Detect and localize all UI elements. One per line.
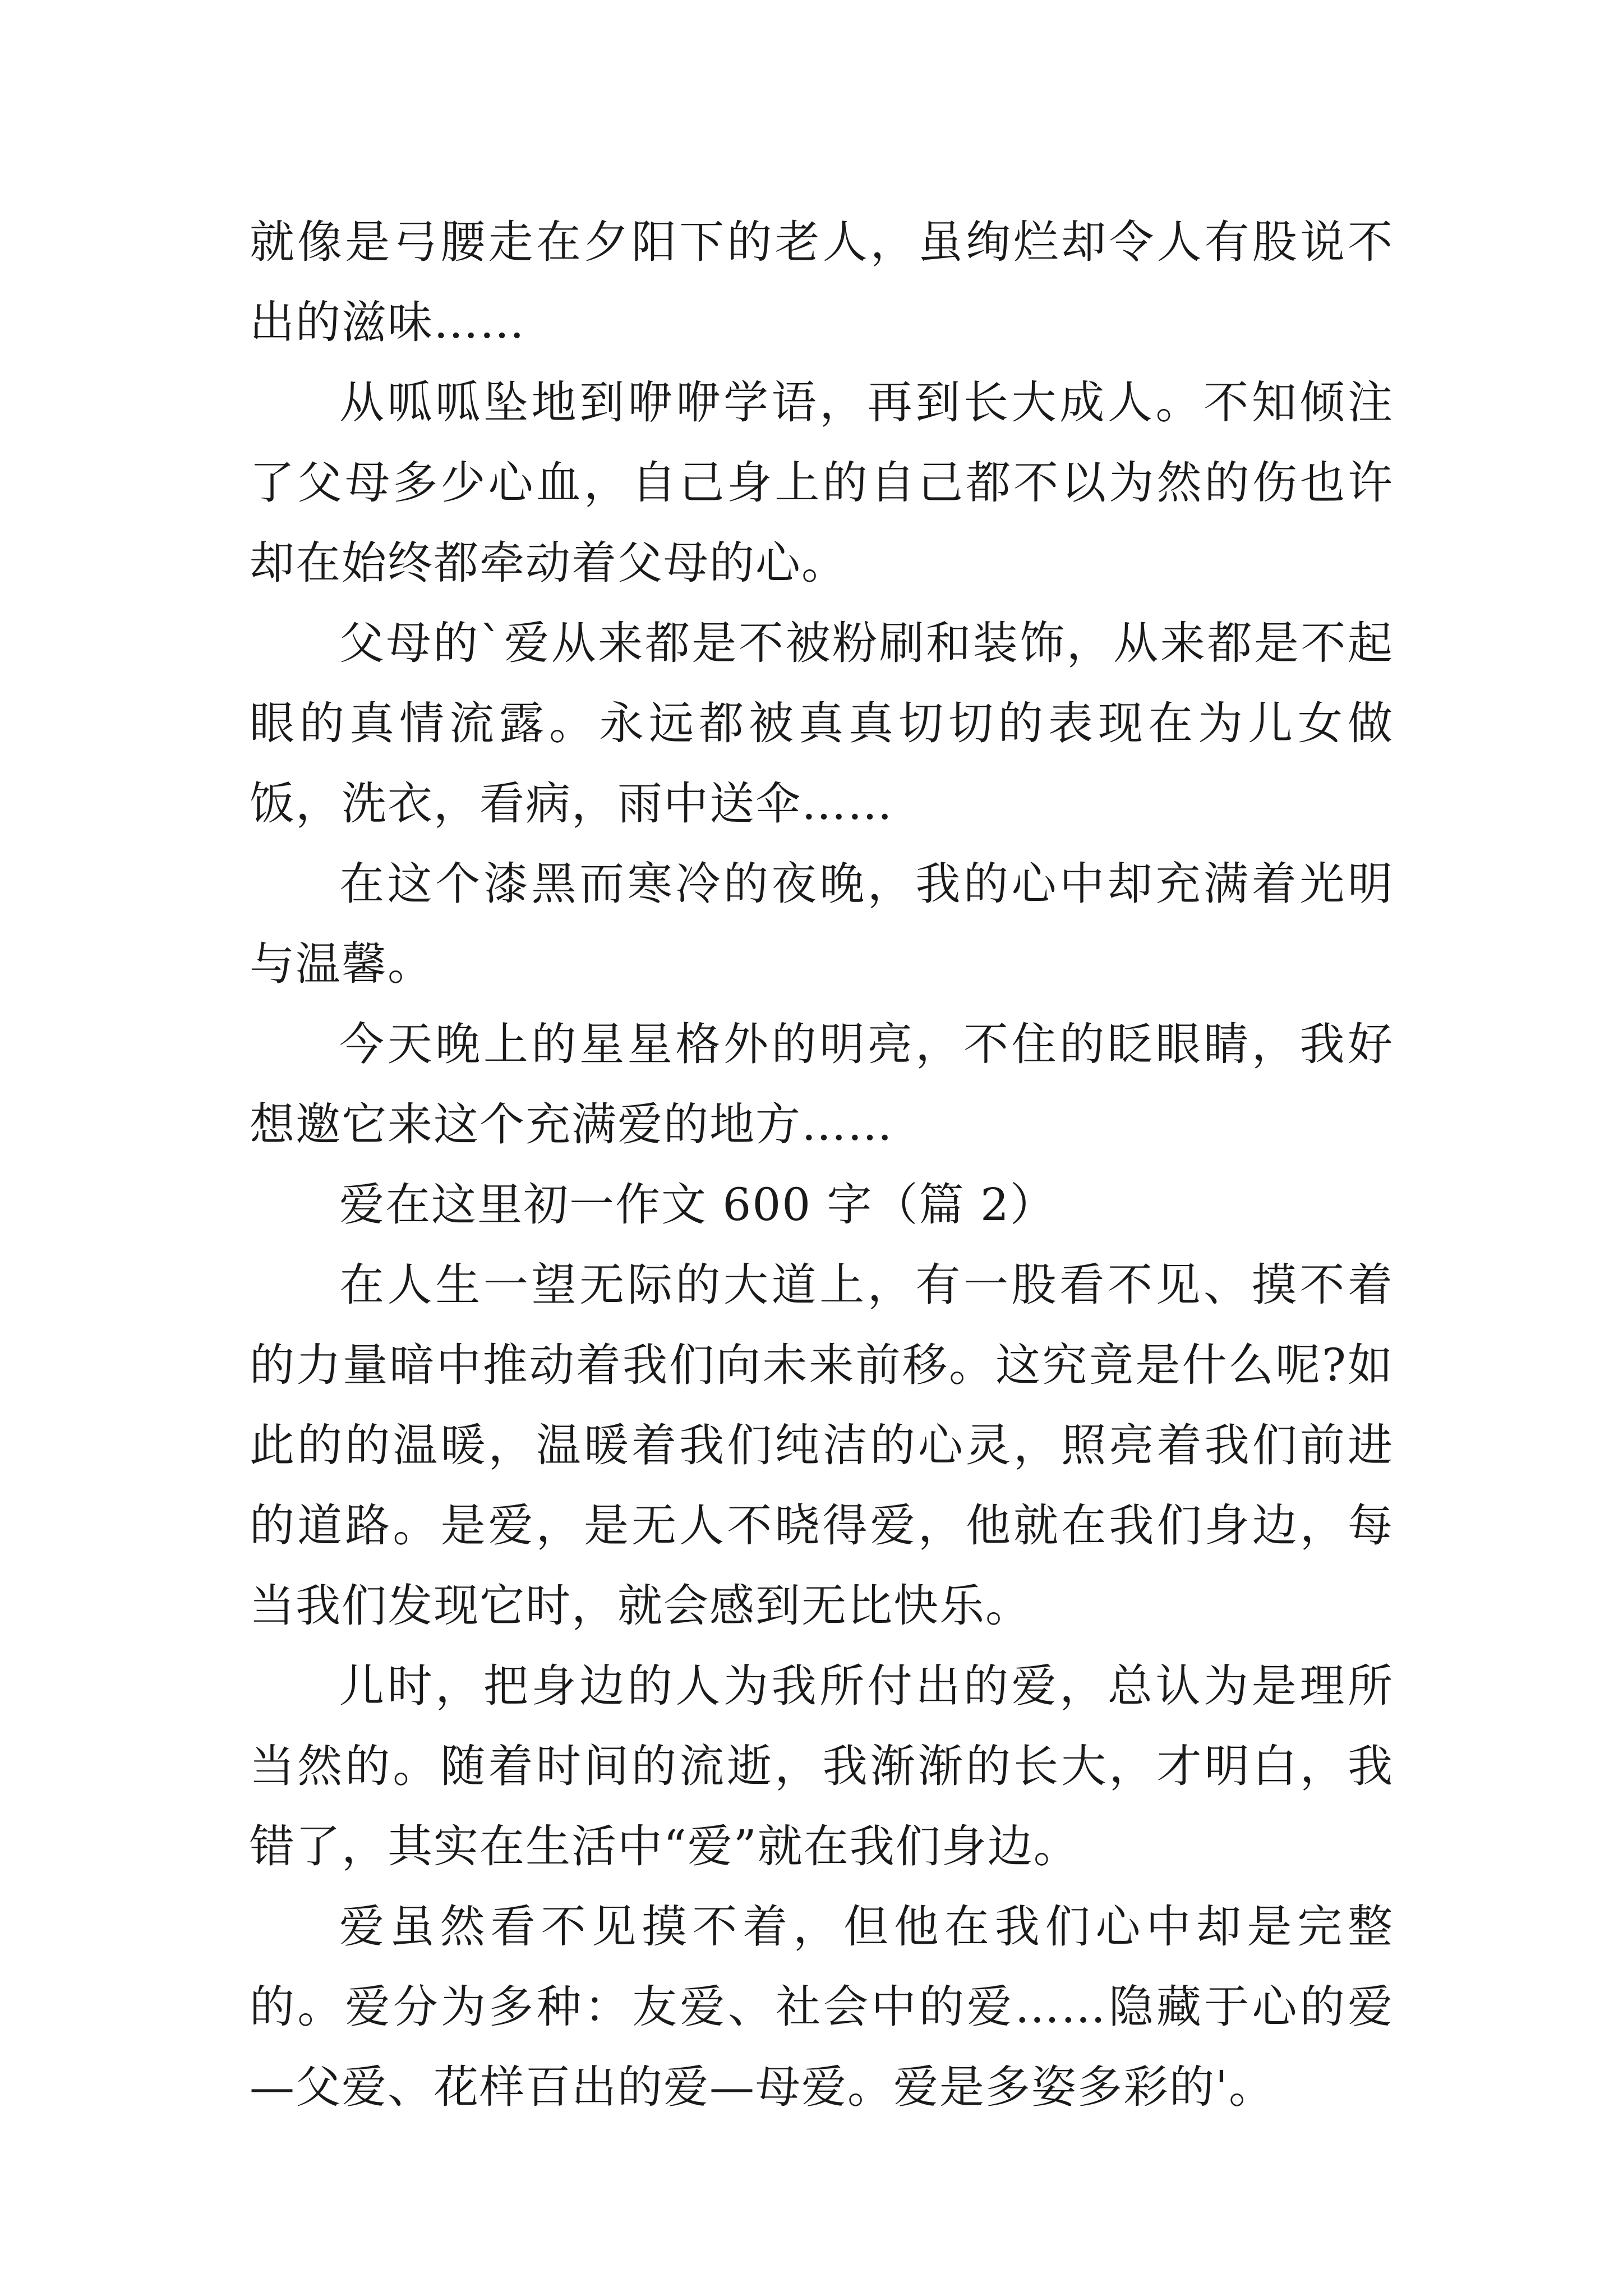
- section-heading: 爱在这里初一作文 600 字（篇 2）: [339, 1179, 1056, 1231]
- paragraph-6: 在人生一望无际的大道上，有一股看不见、摸不着的力量暗中推动着我们向未来前移。这究竟是什么呢?如此的的温暖，温暖着我们纯洁的心灵，照亮着我们前进的道路。是爱，是无人不晓得爱，他就在我们身边，每当我们发现它时，就会感到无比快乐。: [250, 1259, 1394, 1632]
- document-body: [250, 202, 1394, 2127]
- paragraph-1: 就像是弓腰走在夕阳下的老人，虽绚烂却令人有股说不出的滋味……: [250, 216, 1394, 348]
- paragraph-8: 爱虽然看不见摸不着，但他在我们心中却是完整的。爱分为多种：友爱、社会中的爱……隐藏于心的爱—父爱、花样百出的爱—母爱。爱是多姿多彩的'。: [250, 1901, 1394, 2113]
- paragraph-5: 今天晚上的星星格外的明亮，不住的眨眼睛，我好想邀它来这个充满爱的地方……: [250, 1018, 1394, 1151]
- paragraph-3: 父母的`爱从来都是不被粉刷和装饰，从来都是不起眼的真情流露。永远都被真真切切的表现在为儿女做饭，洗衣，看病，雨中送伞……: [250, 617, 1394, 830]
- paragraph-4: 在这个漆黑而寒冷的夜晚，我的心中却充满着光明与温馨。: [250, 858, 1394, 990]
- paragraph-7: 儿时，把身边的人为我所付出的爱，总认为是理所当然的。随着时间的流逝，我渐渐的长大，才明白，我错了，其实在生活中“爱”就在我们身边。: [250, 1660, 1394, 1872]
- paragraph-2: 从呱呱坠地到咿咿学语，再到长大成人。不知倾注了父母多少心血，自己身上的自己都不以为然的伤也许却在始终都牵动着父母的心。: [250, 376, 1394, 589]
